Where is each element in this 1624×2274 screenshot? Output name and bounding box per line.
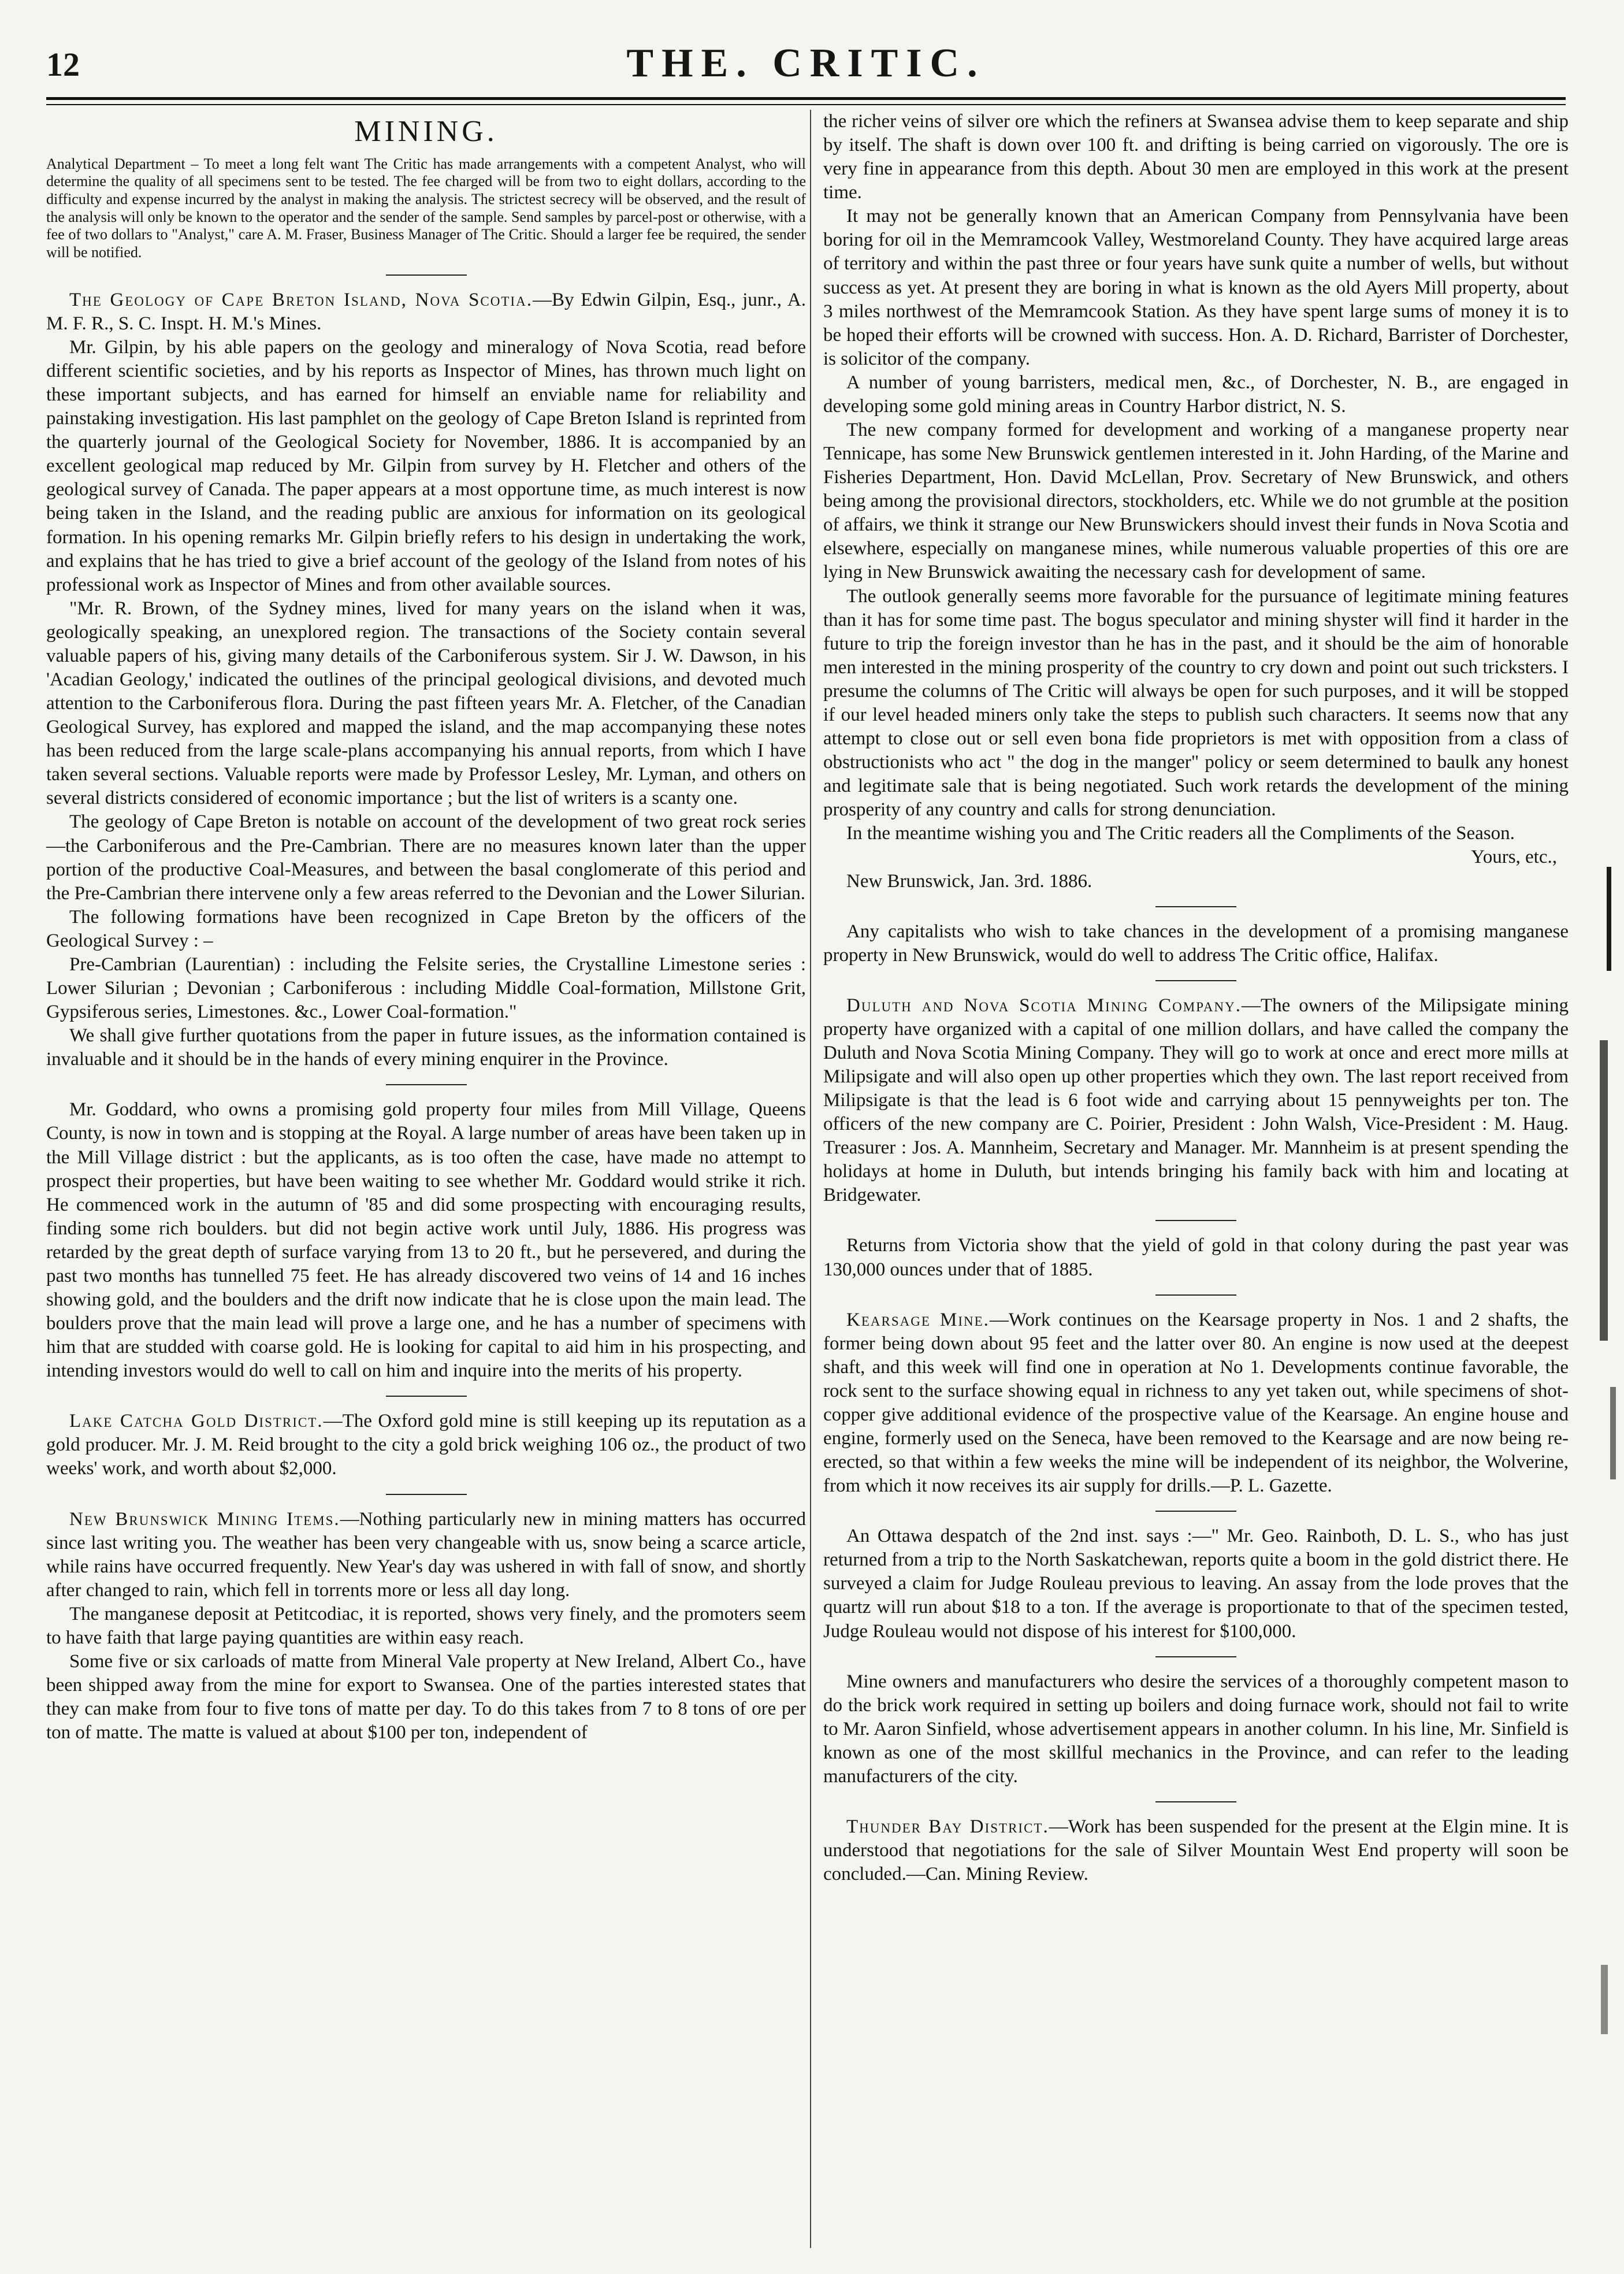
divider [386,1396,467,1397]
thunder-bay-article: Thunder Bay District.—Work has been suspended for the present at the Elgin mine. It is understood that negotiations for the sale of Silver Mountain West End property will soon be concluded.—Can. Mining Review. [823,1816,1569,1885]
capitalists-notice: Any capitalists who wish to take chances in the development of a promising manganese property in New Brunswick, would do well to address The Critic office, Halifax. [823,921,1569,966]
divider [1155,1801,1236,1802]
scan-speck [1601,1965,1608,2034]
section-title: MINING. [354,115,498,148]
victoria-notice: Returns from Victoria show that the yield of gold in that colony during the past year was 130,000 ounces under that of 1885. [823,1235,1569,1280]
letter-signoff: Yours, etc., [1471,847,1557,868]
paragraph: The outlook generally seems more favorable for the pursuance of legitimate mining features than it has for some time past. The bogus speculator and mining shyster will find it harder in the future to trip the foreign investor than he has in the past, and it should be the aim of honorable men interested in the mining prosperity of the country to cry down and point out such tricksters. I presume the columns of The Critic will always be open for such purposes, and it will be stopped if our level headed miners only take the steps to publish such characters. It seems now that any attempt to close out or sell even bona fide proprietors is met with opposition from a class of obstructionists who act " the dog in the manger" policy or seem determined to baulk any honest and legitimate sale that is being negotiated. Such work retards the development of the mining prosperity of any country and calls for strong denunciation. [823,585,1569,821]
ottawa-article: An Ottawa despatch of the 2nd inst. says :—" Mr. Geo. Rainboth, D. L. S., who has just returned from a trip to the North Saskatchewan, reports quite a boom in the gold district there. He surveyed a claim for Judge Rouleau previous to leaving. An assay from the lode proves that the quartz will run about $18 to a ton. If the average is proportionate to that of the specimen tested, Judge Rouleau would not dispose of his interest for $100,000. [823,1526,1569,1642]
paragraph: "Mr. R. Brown, of the Sydney mines, lived for many years on the island when it was, geologically speaking, an unexplored region. The transactions of the Society contain several valuable papers of his, giving many details of the Carboniferous system. Sir J. W. Dawson, in his 'Acadian Geology,' indicated the outlines of the principal geological divisions, and devoted much attention to the Carboniferous flora. During the past fifteen years Mr. A. Fletcher, of the Canadian Geological Survey, has explored and mapped the island, and the map accompanying these notes has been reduced from the large scale-plans accompanying his annual reports, from which I have taken several sections. Valuable reports were made by Professor Lesley, Mr. Lyman, and others on several districts considered of economic importance ; but the list of writers is a scanty one. [46,598,806,809]
divider [1155,1220,1236,1221]
mine-owners-notice: Mine owners and manufacturers who desire the services of a thoroughly competent mason to do the brick work required in setting up boilers and doing furnace work, should not fail to write to Mr. Aaron Sinfield, whose advertisement appears in another column. In his line, Mr. Sinfield is known as one of the most skillful mechanics in the Province, and can refer to the leading manufacturers of the city. [823,1671,1569,1787]
scan-speck [1600,1040,1608,1341]
page-header [46,40,1566,92]
paragraph: The manganese deposit at Petitcodiac, it is reported, shows very finely, and the promoters seem to have faith that large paying quantities are within easy reach. [46,1603,806,1648]
divider [1155,1511,1236,1512]
paragraph: Pre-Cambrian (Laurentian) : including the Felsite series, the Crystalline Limestone series : Lower Silurian ; Devonian ; Carboniferous : including Middle Coal-formation, Millstone Grit, Gypsiferous series, Limestones. &c., Lower Coal-formation." [46,954,806,1023]
article-byline: —By Edwin Gilpin, Esq., junr., A. M. F. R., S. C. Inspt. H. M.'s Mines. [46,289,806,334]
article-heading: Thunder Bay District. [846,1816,1049,1837]
scan-speck [1607,867,1611,971]
lake-catcha-article: Lake Catcha Gold District.—The Oxford gold mine is still keeping up its reputation as a gold producer. Mr. J. M. Reid brought to the city a gold brick weighing 106 oz., the product of two weeks' work, and worth about $2,000. [46,1411,806,1479]
scan-speck [1610,1387,1616,1479]
article-heading: New Brunswick Mining Items. [69,1508,340,1530]
paragraph: A number of young barristers, medical men, &c., of Dorchester, N. B., are engaged in developing some gold mining areas in Country Harbor district, N. S. [823,372,1569,417]
kearsage-article: Kearsage Mine.—Work continues on the Kearsage property in Nos. 1 and 2 shafts, the former being down about 95 feet and the latter over 80. An engine is now used at the deepest shaft, and this week will find one in operation at No 1. Developments continue favorable, the rock sent to the surface showing equal in richness to any yet taken out, while specimens of shot-copper give additional evidence of the prospective value of the Kearsage. An engine house and engine, formerly used on the Seneca, have been removed to the Kearsage and are now being re-erected, so that within a few weeks the mine will be independent of its neighbor, the Wolverine, from which it now receives its air supply for drills.—P. L. Gazette. [823,1309,1569,1497]
divider [386,1084,467,1085]
article-heading: Duluth and Nova Scotia Mining Company. [846,995,1242,1016]
divider [1155,906,1236,907]
duluth-article: Duluth and Nova Scotia Mining Company.—The owners of the Milipsigate mining property have organized with a capital of one million dollars, and have called the company the Duluth and Nova Scotia Mining Company. They will go to work at once and erect more mills at Milipsigate and will also open up other properties which they own. The last report received from Milipsigate is that the lead is 6 foot wide and carrying about 15 pennyweights per ton. The officers of the new company are C. Poirier, President : John Walsh, Vice-President : M. Haug. Treasurer : Jos. A. Mannheim, Secretary and Manager. Mr. Mannheim is at present spending the holidays at home in Duluth, but intends bringing his family back with him and locating at Bridgewater. [823,995,1569,1206]
column-separator [810,110,811,2248]
paragraph: In the meantime wishing you and The Critic readers all the Compliments of the Season. [846,823,1515,844]
divider [386,1494,467,1495]
masthead-title: THE. CRITIC. [626,41,986,86]
paragraph: It may not be generally known that an American Company from Pennsylvania have been boring for oil in the Memramcook Valley, Westmoreland County. They have acquired large areas of territory and within the past three or four years have sunk quite a number of wells, but without success as yet. At present they are boring in what is known as the old Ayers Mill property, about 3 miles northwest of the Memramcook Station. As they have spent large sums of money it is to be hoped their efforts will be crowned with success. Hon. A. D. Richard, Barrister of Dorchester, is solicitor of the company. [823,206,1569,369]
divider [1155,1294,1236,1296]
article-heading: The Geology of Cape Breton Island, Nova Scotia. [69,289,533,310]
paragraph: Mr. Gilpin, by his able papers on the geology and mineralogy of Nova Scotia, read before different scientific societies, and by his reports as Inspector of Mines, has thrown much light on these important subjects, and has earned for himself an enviable name for reliability and painstaking investigation. His last pamphlet on the geology of Cape Breton Island is reprinted from the quarterly journal of the Geological Society for November, 1886. It is accompanied by an excellent geological map reduced by Mr. Gilpin from survey by H. Fletcher and others of the geological survey of Canada. The paper appears at a most opportune time, as much interest is now being taken in the Island, and the reading public are anxious for information on its geological formation. In his opening remarks Mr. Gilpin briefly refers to his design in undertaking the work, and explains that he has tried to give a brief account of the geology of the Island from notes of his professional work as Inspector of Mines and from other available sources. [46,336,806,595]
right-column [823,110,1569,1886]
paragraph: Some five or six carloads of matte from Mineral Vale property at New Ireland, Albert Co., have been shipped away from the mine for export to Swansea. One of the parties interested states that they can make from four to five tons of matte per day. To do this takes from 7 to 8 tons of ore per ton of matte. The matte is valued at about $100 per ton, independent of [46,1650,806,1743]
divider [386,274,467,276]
paragraph: We shall give further quotations from the paper in future issues, as the information contained is invaluable and it should be in the hands of every mining enquirer in the Province. [46,1025,806,1070]
left-column [46,110,806,1745]
geology-article [46,288,806,336]
letter-dateline: New Brunswick, Jan. 3rd. 1886. [846,870,1092,892]
header-rule [46,97,1566,100]
divider [1155,980,1236,981]
article-heading: Kearsage Mine. [846,1309,990,1330]
new-brunswick-article: New Brunswick Mining Items.—Nothing particularly new in mining matters has occurred since last writing you. The weather has been very changeable with us, snow being a scarce article, while rains have occurred frequently. New Year's day was ushered in with fall of snow, and shortly after changed to rain, which fell in torrents more or less all day long. [46,1508,806,1601]
paragraph: the richer veins of silver ore which the refiners at Swansea advise them to keep separate and ship by itself. The shaft is down over 100 ft. and drifting is being carried on vigorously. The ore is very fine in appearance from this depth. About 30 men are employed in this work at the present time. [823,111,1569,203]
header-rule-thin [46,104,1566,105]
divider [1155,1656,1236,1657]
scan-edge-noise [1589,0,1624,2274]
paragraph: The geology of Cape Breton is notable on account of the development of two great rock series—the Carboniferous and the Pre-Cambrian. There are no measures known later than the upper portion of the productive Coal-Measures, and between the basal conglomerate of this period and the Pre-Cambrian there intervene only a few areas referred to the Devonian and the Lower Silurian. [46,811,806,904]
paragraph: The new company formed for development and working of a manganese property near Tennicape, has some New Brunswick gentlemen interested in it. John Harding, of the Marine and Fisheries Department, Hon. David McLellan, Prov. Secretary of New Brunswick, and others being among the provisional directors, stockholders, etc. While we do not grumble at the position of affairs, we think it strange our New Brunswickers should invest their funds in Nova Scotia and elsewhere, especially on manganese mines, while numerous valuable properties of this ore are lying in New Brunswick awaiting the necessary cash for development of same. [823,420,1569,583]
page-number: 12 [46,46,80,83]
article-heading: Lake Catcha Gold District. [69,1411,324,1432]
paragraph: The following formations have been recognized in Cape Breton by the officers of the Geological Survey : – [46,906,806,951]
analytical-department-note: Analytical Department – To meet a long felt want The Critic has made arrangements with a competent Analyst, who will determine the quality of all specimens sent to be tested. The fee charged will be from two to eight dollars, according to the difficulty and expense incurred by the analyst in making the analysis. The strictest secrecy will be observed, and the result of the analysis will only be known to the operator and the sender of the sample. Send samples by parcel-post or otherwise, with a fee of two dollars to "Analyst," care A. M. Fraser, Business Manager of The Critic. Should a larger fee be required, the sender will be notified. [46,155,806,261]
goddard-article: Mr. Goddard, who owns a promising gold property four miles from Mill Village, Queens County, is now in town and is stopping at the Royal. A large number of areas have been taken up in the Mill Village district : but the applicants, as is too often the case, have made no attempt to prospect their properties, but have been waiting to see whether Mr. Goddard would strike it rich. He commenced work in the autumn of '85 and did some prospecting with encouraging results, finding some rich boulders. but did not begin active work until July, 1886. His progress was retarded by the great depth of surface varying from 13 to 20 ft., but he persevered, and during the past two months has tunnelled 75 feet. He has already discovered two veins of 14 and 16 inches showing gold, and the boulders and the drift now indicate that he is close upon the main lead. The boulders prove that the main lead will prove a large one, and he has a number of specimens with him that are studded with coarse gold. He is looking for capital to aid him in his prospecting, and intending investors would do well to call on him and inquire into the merits of his property. [46,1099,806,1382]
